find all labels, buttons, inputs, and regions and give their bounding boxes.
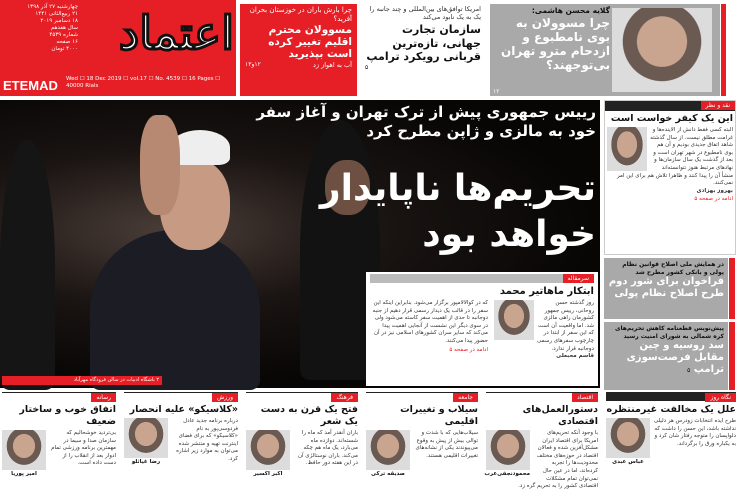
- review-box[interactable]: [604, 100, 736, 255]
- page-ref: ۱۲: [493, 88, 500, 95]
- section-tag: نقد و نظر: [701, 101, 735, 110]
- column-title: علل یک مخالفت غیرمنتظره: [606, 404, 736, 415]
- review-title: این یک کیفر خواست است: [610, 113, 733, 124]
- author-name: رضا غیاثلو: [131, 459, 161, 465]
- headline: سازمان تجارت جهانی، تازه‌ترین قربانی رویکرد ترامپ: [366, 23, 481, 63]
- date-line: چهارشنبه ۲۷ آذر ۱۳۹۸: [27, 4, 78, 10]
- author-photo: [494, 300, 534, 340]
- continued-link[interactable]: ادامه در صفحه ۵: [449, 346, 488, 353]
- top-story-hashemi[interactable]: [490, 4, 720, 96]
- column-culture[interactable]: [244, 392, 360, 493]
- column-title: فتح یک قرن به دست یک شعر: [260, 404, 358, 427]
- kicker: گلایه محسن هاشمی:: [531, 6, 610, 15]
- section-tag: رسانه: [91, 393, 116, 402]
- section-tag: جامعه: [453, 393, 478, 402]
- top-story-khuzestan[interactable]: [240, 4, 357, 96]
- column-society[interactable]: [364, 392, 480, 493]
- author-name: عباس عبدی: [612, 459, 644, 465]
- author-name: امیر پوریا: [11, 471, 37, 477]
- author-name: قاسم محبعلی: [556, 353, 594, 360]
- page-ref: ۵: [687, 367, 691, 374]
- lead-kicker: رییس جمهوری پیش از ترک تهران و آغاز سفر خود به مالزی و ژاپن مطرح کرد: [256, 103, 596, 140]
- headline: چرا مسوولان به بوی نامطبوع و ازدحام مترو تهران بی‌توجهند؟: [501, 16, 610, 72]
- column-title: دستورالعمل‌های اقتصادی: [522, 404, 598, 427]
- accent-bar: [729, 322, 735, 390]
- author-name: اکبر اکسیر: [253, 471, 283, 477]
- column-media[interactable]: [0, 392, 118, 493]
- kicker: در همایش ملی اصلاح قوانین نظام پولی و بانکی کشور مطرح شد: [622, 261, 724, 276]
- section-tag: فرهنگ: [331, 393, 358, 402]
- top-story-wto[interactable]: [362, 4, 484, 96]
- kicker: پیش‌نویس قطعنامه کاهش تحریم‌های کره شمالی به شورای امنیت رسید: [615, 325, 724, 340]
- author-photo: [486, 430, 530, 470]
- hashemi-photo: [612, 8, 712, 92]
- page-ref: ۱۲و۱۳: [245, 61, 261, 68]
- editorial-title: ابتکار ماهاتیر محمد: [499, 286, 594, 297]
- author-name: محمودنجفی‌عرب: [484, 471, 530, 477]
- review-body: البته کسی فقط دانش از الاینده‌ها و غرامت مطلق نیست. از سال گذشته شاهد اتفاق جدیدی بودیم و آن هم بوی نامطبوع در شهر تهران است و بعد از گذشت یک سال سازمان‌ها و نهادهای مرتبط هنوز نتوانسته‌اند منشأ آن را پیدا کنند و ظاهرا تلاش هم برای این امر نمی‌کنند.: [616, 127, 733, 187]
- subhead: آب به اهواز زد: [313, 61, 352, 69]
- lead-headline[interactable]: تحریم‌ها ناپایدار خواهد بود: [319, 168, 596, 255]
- column-negah-rooz[interactable]: [604, 392, 738, 493]
- author-photo: [246, 430, 290, 470]
- section-tag: نگاه روز: [705, 393, 736, 402]
- accent-bar: [729, 258, 735, 319]
- issue-date-fa: [4, 4, 78, 53]
- editorial[interactable]: [366, 272, 598, 386]
- editorial-body: که در کوالالامپور برگزار می‌شود. بنابراین اینکه این سفر را در قالب یک دیدار رسمی قرار دهیم از جنبه دوجانبه تا حدی از اهمیت سفر کاسته می‌شود ولی در سوی دیگر این نشست از آنجایی اهمیت پیدا می‌کند که سایر سران کشورهای اسلامی نیز در آن حضور پیدا می‌کنند.: [372, 300, 488, 344]
- author-photo: [366, 430, 410, 470]
- headline: فراخوان برای شور دوم طرح اصلاح نظام پولی: [608, 276, 724, 299]
- headline: سد روسیه و چین مقابل فرصت‌سوزی ترامپ: [626, 340, 724, 375]
- date-line: ۱۶ صفحه: [56, 39, 78, 45]
- column-title: اتفاق خوب و ساختار ضعیف: [19, 404, 116, 427]
- column-title: سیلاب و تغییرات اقلیمی: [400, 404, 478, 427]
- page-ref: ۵: [365, 63, 369, 71]
- date-line: ۴۰۰۰ تومان: [51, 46, 78, 52]
- column-body: سیلاب‌هایی که با شدت و توالی بیش از پیش به وقوع می‌پیوندند یکی از نشانه‌های تغییرات اقلیمی هستند.: [415, 430, 478, 459]
- date-line: ۱۸ دسامبر ۲۰۱۹: [40, 18, 78, 24]
- caption-text: باشگاه ادبیات در سالن فرودگاه مهرآباد: [73, 377, 155, 383]
- section-tag: اقتصاد: [572, 393, 598, 402]
- latin-title: ETEMAD: [3, 78, 58, 93]
- photo-caption: [2, 376, 162, 385]
- side-story-north-korea[interactable]: [604, 322, 728, 390]
- newspaper-logo: اعتماد: [118, 6, 234, 60]
- date-line: سال هفدهم: [50, 25, 78, 31]
- column-body: بی‌تردید خوشحالیم که سازمان صدا و سیما در مهمترین برنامه ورزشی تمام ادوار بعد از انقلاب را از دست داده است.: [51, 430, 116, 467]
- author-photo: [607, 127, 647, 171]
- issue-info-en: Wed ☐ 18 Dec 2019 ☐ vol.17 ☐ No. 4539 ☐ 16 Pages ☐ 40000 Rials: [66, 76, 221, 89]
- side-story-monetary[interactable]: [604, 258, 728, 319]
- column-body: درباره برنامه جدید عادل فردوسی‌پور به نام «کلاسیکو» که برای فضای اینترنت تهیه و منتشر شده می‌توان به موارد زیر اشاره کرد.: [176, 418, 238, 462]
- caption-number: ۲: [156, 377, 159, 383]
- author-name: صدیقه ترکی: [370, 471, 405, 477]
- column-economy[interactable]: [484, 392, 600, 493]
- column-sports[interactable]: [122, 392, 240, 493]
- author-photo: [2, 430, 46, 470]
- editorial-body: روز گذشته حسن روحانی، رییس جمهور کشورمان راهی مالزی شد. اما واقعیت آن است که این سفر از ابتدا در چارچوب سفرهای رسمی دوجانبه قرار ندارد.: [537, 300, 594, 352]
- column-body: باران آنقدر آمد که ماه را شسته‌اند. دوازده ماه می‌بارد، یک ماه هم چکه می‌کند. باران نوستالژی آن در این هفته دور حافظ.: [297, 430, 358, 467]
- continued-link[interactable]: ادامه در صفحه ۵: [694, 196, 733, 203]
- column-title: «کلاسیکو» علیه انحصار: [129, 404, 238, 415]
- author-photo: [606, 418, 650, 458]
- kicker: چرا بارش باران در خوزستان بحران آفرید؟: [249, 6, 352, 23]
- kicker: امریکا توافق‌های بین‌المللی و چند جانبه را یک به یک نابود می‌کند: [369, 5, 481, 21]
- headline: مسوولان محترم اقلیم تغییر کرده است بپذیرید: [268, 24, 352, 60]
- section-tag: ورزش: [212, 393, 238, 402]
- column-body: با وجود آنکه تحریم‌های امریکا برای اقتصاد ایران مشکل‌آفرین شده و فعالان اقتصاد در حوزه‌های مختلف محدودیت‌ها را تجربه کرده‌اند، اما در عین حال نمی‌توان تمام مشکلات اقتصادی کشور را به تحریم گره زد.: [518, 430, 598, 490]
- accent-bar: [721, 4, 726, 96]
- section-tag: سرمقاله: [563, 274, 594, 283]
- date-line: شماره ۴۵۳۹: [49, 32, 78, 38]
- date-line: ۲۱ ربیع‌الثانی ۱۴۴۱: [35, 11, 78, 17]
- author-photo: [124, 418, 168, 458]
- column-body: طرح ایده انتخابات زودرس هر دلیلی نداشته باشد، این حسن را داشت که دلواپسان را متوجه رفتار شان کرد و به یکباره ورق را برگرداند.: [653, 418, 736, 447]
- author-name: بهروز بهزادی: [696, 187, 733, 194]
